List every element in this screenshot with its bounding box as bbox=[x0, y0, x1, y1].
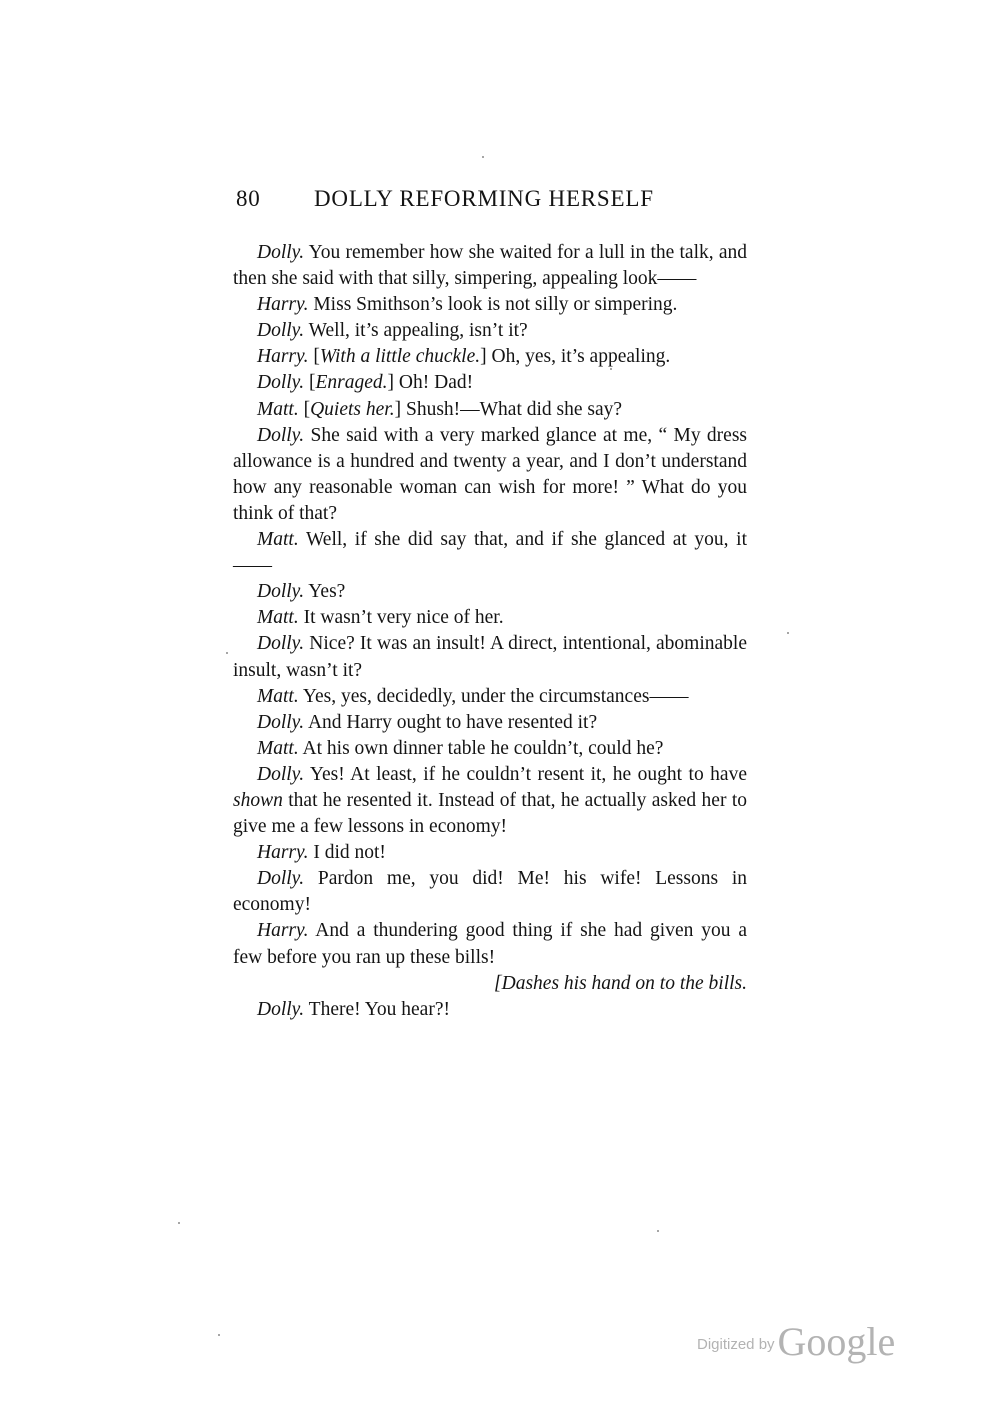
dialogue-text bbox=[233, 240, 747, 1023]
speaker-name: Dolly. bbox=[257, 763, 305, 785]
speaker-name: Dolly. bbox=[257, 633, 305, 655]
speaker-name: Harry. bbox=[257, 920, 309, 942]
dialogue-line bbox=[233, 240, 747, 292]
bracket-open: [ bbox=[313, 346, 320, 368]
stage-direction-inline: Enraged. bbox=[315, 372, 388, 394]
scan-speck bbox=[657, 1230, 659, 1232]
speaker-name: Dolly. bbox=[257, 372, 305, 394]
speaker-name: Matt. bbox=[257, 398, 299, 420]
speaker-name: Matt. bbox=[257, 529, 299, 551]
speaker-name: Harry. bbox=[257, 346, 309, 368]
dialogue-line bbox=[233, 997, 747, 1023]
speaker-name: Dolly. bbox=[257, 868, 305, 890]
line-text-before: Yes! At least, if he couldn’t resent it, he ought to have bbox=[309, 763, 747, 785]
stage-direction-inline: With a little chuckle. bbox=[319, 346, 481, 368]
dialogue-line bbox=[233, 762, 747, 840]
scan-speck bbox=[787, 632, 789, 634]
running-head bbox=[236, 186, 756, 212]
bracket-close: ] bbox=[394, 398, 402, 420]
dialogue-line bbox=[233, 423, 747, 527]
line-text: Nice? It was an insult! A direct, intentional, abominable insult, wasn’t it? bbox=[233, 633, 747, 681]
dialogue-line bbox=[233, 370, 747, 396]
line-text: Yes, yes, decidedly, under the circumstances—— bbox=[302, 685, 689, 707]
speaker-name: Harry. bbox=[257, 842, 309, 864]
dialogue-line bbox=[233, 318, 747, 344]
dialogue-line bbox=[233, 736, 747, 762]
dialogue-line bbox=[233, 918, 747, 970]
speaker-name: Matt. bbox=[257, 737, 299, 759]
speaker-name: Dolly. bbox=[257, 998, 305, 1020]
line-text: I did not! bbox=[313, 842, 386, 864]
line-text: Shush!—What did she say? bbox=[405, 398, 623, 420]
line-text: Miss Smithson’s look is not silly or simpering. bbox=[313, 294, 678, 316]
line-text: At his own dinner table he couldn’t, could he? bbox=[302, 737, 664, 759]
speaker-name: Dolly. bbox=[257, 581, 305, 603]
dialogue-line bbox=[233, 579, 747, 605]
line-text: Oh, yes, it’s appealing. bbox=[491, 346, 671, 368]
speaker-name: Dolly. bbox=[257, 242, 305, 263]
dialogue-line bbox=[233, 344, 747, 370]
bracket-open: [ bbox=[303, 398, 311, 420]
speaker-name: Matt. bbox=[257, 607, 299, 629]
stage-direction: [Dashes his hand on to the bills. bbox=[494, 972, 747, 994]
dialogue-line bbox=[233, 397, 747, 423]
line-text: And a thundering good thing if she had given you a few before you ran up these bills! bbox=[233, 920, 747, 968]
digitized-watermark bbox=[697, 1318, 895, 1365]
running-title: DOLLY REFORMING HERSELF bbox=[314, 186, 654, 211]
dialogue-line bbox=[233, 631, 747, 683]
watermark-prefix: Digitized by bbox=[697, 1336, 775, 1353]
line-text: She said with a very marked glance at me, “ My dress allowance is a hundred and twenty a year, and I don’t understand how any reasonable woman can wish for more! ” What do you think of that? bbox=[233, 424, 748, 524]
scan-speck bbox=[226, 652, 228, 654]
dialogue-line bbox=[233, 292, 747, 318]
page-number: 80 bbox=[236, 186, 261, 211]
line-text: Yes? bbox=[308, 581, 346, 603]
line-text: And Harry ought to have resented it? bbox=[307, 711, 598, 733]
bracket-close: ] bbox=[480, 346, 487, 368]
line-text: You remember how she waited for a lull in the talk, and then she said with that silly, simpering, appealing look—— bbox=[233, 242, 747, 290]
dialogue-line bbox=[233, 527, 747, 579]
line-text: It wasn’t very nice of her. bbox=[303, 607, 504, 629]
dialogue-line bbox=[233, 866, 747, 918]
dialogue-line bbox=[233, 684, 747, 710]
dialogue-line bbox=[233, 710, 747, 736]
dialogue-line bbox=[233, 840, 747, 866]
speaker-name: Harry. bbox=[257, 294, 309, 316]
emphasis-word: shown bbox=[233, 789, 283, 811]
speaker-name: Dolly. bbox=[257, 711, 305, 733]
scan-speck bbox=[482, 156, 484, 158]
speaker-name: Matt. bbox=[257, 685, 299, 707]
line-text: There! You hear?! bbox=[308, 998, 450, 1020]
bracket-close: ] bbox=[387, 372, 395, 394]
line-text: Oh! Dad! bbox=[398, 372, 474, 394]
scan-speck bbox=[610, 368, 612, 370]
google-logo: Google bbox=[777, 1319, 896, 1364]
scan-speck bbox=[178, 1222, 180, 1224]
line-text: Well, it’s appealing, isn’t it? bbox=[308, 320, 528, 342]
bracket-open: [ bbox=[309, 372, 316, 394]
stage-direction-inline: Quiets her. bbox=[310, 398, 395, 420]
speaker-name: Dolly. bbox=[257, 320, 305, 342]
line-text: that he resented it. Instead of that, he actually asked her to give me a few lessons in economy! bbox=[233, 789, 747, 838]
line-text: Pardon me, you did! Me! his wife! Lessons in economy! bbox=[233, 868, 747, 916]
dialogue-line bbox=[233, 605, 747, 631]
speaker-name: Dolly. bbox=[257, 424, 305, 446]
scan-speck bbox=[218, 1334, 220, 1336]
line-text: Well, if she did say that, and if she glanced at you, it—— bbox=[233, 529, 747, 577]
